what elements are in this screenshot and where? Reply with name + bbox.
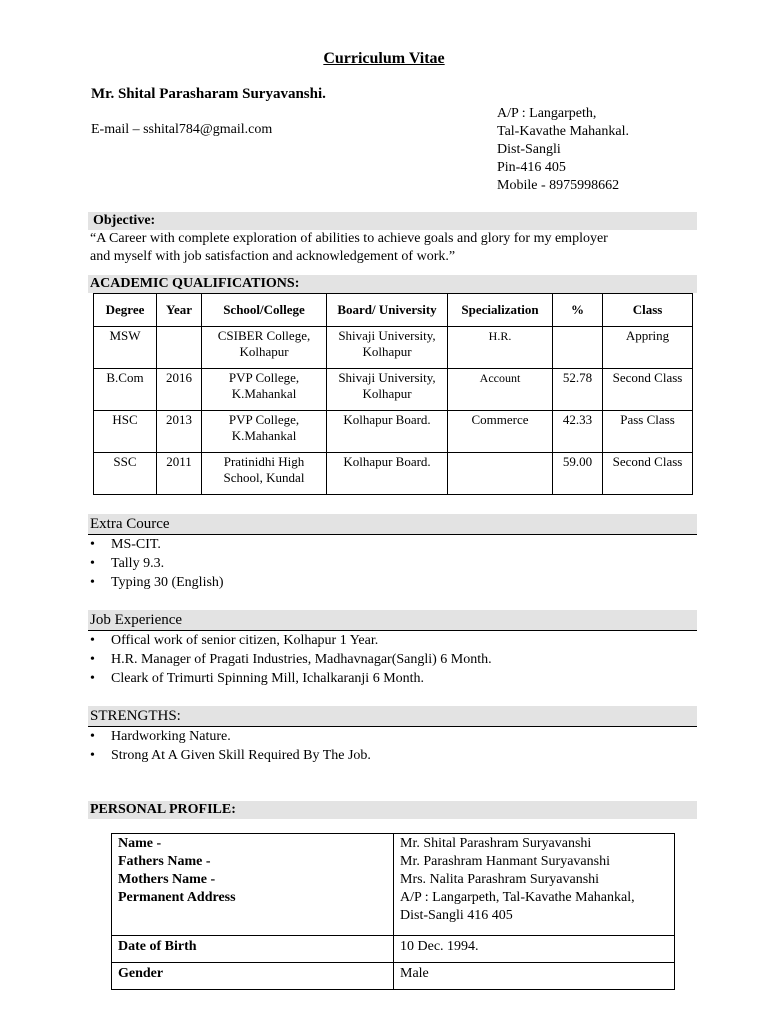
table-row: [94, 369, 693, 411]
table-row: [94, 327, 693, 369]
dob-value: 10 Dec. 1994.: [394, 936, 675, 963]
academic-heading-bar: [88, 275, 697, 293]
objective-line: “A Career with complete exploration of abilities to achieve goals and glory for my employer: [90, 231, 608, 246]
col-percent: %: [553, 294, 603, 327]
cell-year: 2013: [157, 411, 202, 453]
cell-specialization: [448, 453, 553, 495]
name-value: Mr. Shital Parashram Suryavanshi: [400, 836, 592, 851]
cell-degree: MSW: [94, 327, 157, 369]
strengths-heading: STRENGTHS:: [90, 708, 181, 724]
col-specialization: Specialization: [448, 294, 553, 327]
table-row: [112, 936, 675, 963]
cell-school: PVP College, K.Mahankal: [202, 411, 327, 453]
list-item: • MS-CIT.: [88, 535, 688, 554]
cell-board: Kolhapur Board.: [327, 411, 448, 453]
table-row: [112, 834, 675, 936]
gender-key: Gender: [112, 963, 394, 990]
cell-specialization: H.R.: [448, 327, 553, 369]
cell-class: Second Class: [603, 369, 693, 411]
email-line: E-mail – sshital784@gmail.com: [91, 122, 273, 137]
cell-degree: SSC: [94, 453, 157, 495]
list-item: • H.R. Manager of Pragati Industries, Madhavnagar(Sangli) 6 Month.: [88, 650, 688, 669]
list-item: • Tally 9.3.: [88, 554, 688, 573]
cell-class: Second Class: [603, 453, 693, 495]
job-experience-list: [88, 631, 688, 688]
personal-profile-heading: PERSONAL PROFILE:: [90, 802, 236, 817]
extra-course-list: [88, 535, 688, 592]
fathers-name-value: Mr. Parashram Hanmant Suryavanshi: [400, 854, 610, 869]
mothers-name-value: Mrs. Nalita Parashram Suryavanshi: [400, 872, 600, 887]
objective-heading-bar: [88, 212, 697, 230]
cell-school: CSIBER College, Kolhapur: [202, 327, 327, 369]
personal-profile-heading-bar: [88, 801, 697, 819]
profile-values: [394, 834, 675, 936]
objective-text: [90, 230, 690, 266]
table-row: [94, 453, 693, 495]
strengths-heading-bar: [88, 706, 697, 727]
address-line: Tal-Kavathe Mahankal.: [497, 124, 629, 139]
profile-keys: [112, 834, 394, 936]
academic-table: [93, 293, 693, 495]
cell-board: Kolhapur Board.: [327, 453, 448, 495]
gender-value: Male: [394, 963, 675, 990]
col-board: Board/ University: [327, 294, 448, 327]
personal-profile-table: [111, 833, 675, 990]
dob-key: Date of Birth: [112, 936, 394, 963]
academic-heading: ACADEMIC QUALIFICATIONS:: [90, 276, 300, 291]
address-block: [497, 105, 629, 195]
academic-header-row: [94, 294, 693, 327]
address-line: Pin-416 405: [497, 160, 566, 175]
name-key: Name -: [118, 836, 162, 851]
list-item: • Typing 30 (English): [88, 573, 688, 592]
cell-board: Shivaji University, Kolhapur: [327, 327, 448, 369]
col-class: Class: [603, 294, 693, 327]
candidate-name: Mr. Shital Parasharam Suryavanshi.: [91, 86, 326, 102]
cell-class: Appring: [603, 327, 693, 369]
address-line: Dist-Sangli: [497, 142, 561, 157]
col-year: Year: [157, 294, 202, 327]
cell-year: 2016: [157, 369, 202, 411]
objective-heading: Objective:: [93, 213, 156, 228]
cell-degree: B.Com: [94, 369, 157, 411]
cell-percent: 59.00: [553, 453, 603, 495]
cell-school: Pratinidhi High School, Kundal: [202, 453, 327, 495]
address-line: A/P : Langarpeth,: [497, 106, 597, 121]
permanent-address-key: Permanent Address: [118, 890, 236, 905]
objective-line: and myself with job satisfaction and acknowledgement of work.”: [90, 249, 456, 264]
cell-school: PVP College, K.Mahankal: [202, 369, 327, 411]
cell-degree: HSC: [94, 411, 157, 453]
permanent-address-value: A/P : Langarpeth, Tal-Kavathe Mahankal,: [400, 890, 635, 905]
list-item: • Strong At A Given Skill Required By The Job.: [88, 746, 688, 765]
permanent-address-value: Dist-Sangli 416 405: [400, 908, 513, 923]
cell-year: 2011: [157, 453, 202, 495]
col-school: School/College: [202, 294, 327, 327]
strengths-list: [88, 727, 688, 765]
table-row: [112, 963, 675, 990]
cell-board: Shivaji University, Kolhapur: [327, 369, 448, 411]
extra-course-heading-bar: [88, 514, 697, 535]
table-row: [94, 411, 693, 453]
mothers-name-key: Mothers Name -: [118, 872, 216, 887]
cell-percent: [553, 327, 603, 369]
list-item: • Hardworking Nature.: [88, 727, 688, 746]
extra-course-heading: Extra Cource: [90, 516, 170, 532]
fathers-name-key: Fathers Name -: [118, 854, 211, 869]
list-item: • Offical work of senior citizen, Kolhapur 1 Year.: [88, 631, 688, 650]
cell-specialization: Account: [448, 369, 553, 411]
cell-year: [157, 327, 202, 369]
cell-class: Pass Class: [603, 411, 693, 453]
col-degree: Degree: [94, 294, 157, 327]
cell-percent: 52.78: [553, 369, 603, 411]
job-experience-heading-bar: [88, 610, 697, 631]
job-experience-heading: Job Experience: [90, 612, 183, 628]
mobile-line: Mobile - 8975998662: [497, 178, 620, 193]
page-title: Curriculum Vitae: [323, 50, 445, 67]
list-item: • Cleark of Trimurti Spinning Mill, Ichalkaranji 6 Month.: [88, 669, 688, 688]
cell-specialization: Commerce: [448, 411, 553, 453]
cell-percent: 42.33: [553, 411, 603, 453]
